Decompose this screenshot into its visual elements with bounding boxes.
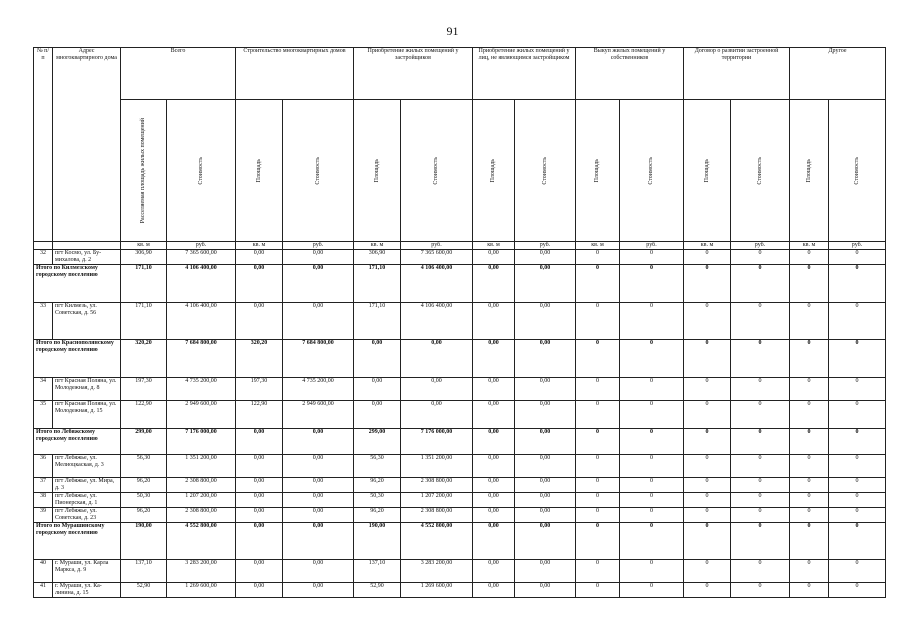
sub-header-cell [354, 100, 401, 242]
value-cell: 0 [790, 340, 829, 378]
value-cell: 0 [829, 265, 886, 303]
row-number: 34 [34, 378, 53, 401]
unit-cell: руб. [167, 242, 236, 250]
subtotal-label: Итого по Краснополянскому городскому поселению [34, 340, 121, 378]
value-cell: 0 [576, 250, 620, 265]
value-cell: 0,00 [236, 250, 283, 265]
sub-header-label: Стоимость [197, 156, 204, 185]
value-cell: 0,00 [236, 265, 283, 303]
value-cell: 0,00 [354, 378, 401, 401]
value-cell: 0,00 [473, 378, 515, 401]
value-cell: 0 [576, 493, 620, 508]
value-cell: 0 [684, 493, 731, 508]
sub-header-cell [401, 100, 473, 242]
value-cell: 4 106 400,00 [401, 265, 473, 303]
page-number: 91 [446, 24, 459, 38]
value-cell: 0,00 [473, 478, 515, 493]
table-row [34, 250, 886, 265]
value-cell: 0 [620, 250, 684, 265]
sub-header-cell [731, 100, 790, 242]
value-cell: 0 [829, 401, 886, 429]
value-cell: 122,90 [236, 401, 283, 429]
value-cell: 0 [620, 340, 684, 378]
value-cell: 0 [829, 340, 886, 378]
value-cell: 0,00 [473, 250, 515, 265]
value-cell: 0 [731, 508, 790, 523]
value-cell: 1 269 600,00 [401, 583, 473, 598]
value-cell: 0 [684, 523, 731, 560]
value-cell: 0 [731, 583, 790, 598]
table-row [34, 560, 886, 583]
value-cell: 0 [620, 429, 684, 455]
sub-header-cell [236, 100, 283, 242]
value-cell: 0 [576, 378, 620, 401]
value-cell: 0 [790, 303, 829, 340]
subtotal-row [34, 265, 886, 303]
value-cell: 0,00 [473, 265, 515, 303]
value-cell: 0 [684, 560, 731, 583]
value-cell: 3 283 200,00 [167, 560, 236, 583]
value-cell: 299,00 [354, 429, 401, 455]
value-cell: 0,00 [515, 493, 576, 508]
value-cell: 0 [731, 401, 790, 429]
value-cell: 0 [731, 265, 790, 303]
value-cell: 7 176 000,00 [167, 429, 236, 455]
value-cell: 0 [620, 455, 684, 478]
value-cell: 7 176 000,00 [401, 429, 473, 455]
value-cell: 0,00 [515, 401, 576, 429]
unit-cell: кв. м [121, 242, 167, 250]
value-cell: 0,00 [515, 303, 576, 340]
value-cell: 1 207 200,00 [167, 493, 236, 508]
value-cell: 0 [731, 455, 790, 478]
header-num: № п/п [34, 48, 53, 242]
row-number: 38 [34, 493, 53, 508]
unit-cell: руб. [401, 242, 473, 250]
value-cell: 0 [684, 455, 731, 478]
unit-cell: кв. м [684, 242, 731, 250]
value-cell: 0 [790, 560, 829, 583]
row-address: пгт Красная Поляна, ул. Молодежная, д. 8 [53, 378, 121, 401]
value-cell: 320,20 [236, 340, 283, 378]
value-cell: 1 269 600,00 [167, 583, 236, 598]
sub-header-label: Стоимость [756, 156, 763, 185]
value-cell: 0 [829, 523, 886, 560]
value-cell: 4 735 200,00 [167, 378, 236, 401]
row-number: 33 [34, 303, 53, 340]
sub-header-label: Площадь [490, 158, 496, 183]
value-cell: 0 [684, 378, 731, 401]
value-cell: 4 106 400,00 [167, 265, 236, 303]
value-cell: 0,00 [515, 265, 576, 303]
value-cell: 0,00 [473, 493, 515, 508]
value-cell: 171,10 [354, 265, 401, 303]
value-cell: 0,00 [515, 429, 576, 455]
header-group-other: Другое [790, 48, 886, 100]
value-cell: 0,00 [473, 455, 515, 478]
value-cell: 0 [790, 523, 829, 560]
value-cell: 0,00 [283, 478, 354, 493]
value-cell: 4 552 800,00 [167, 523, 236, 560]
value-cell: 0 [829, 378, 886, 401]
unit-cell: руб. [829, 242, 886, 250]
value-cell: 7 684 800,00 [167, 340, 236, 378]
value-cell: 0 [731, 429, 790, 455]
row-number: 32 [34, 250, 53, 265]
sub-header-label: Стоимость [853, 156, 860, 185]
table-row [34, 478, 886, 493]
sub-header-cell [121, 100, 167, 242]
value-cell: 0 [620, 508, 684, 523]
unit-cell: кв. м [790, 242, 829, 250]
value-cell: 0 [684, 340, 731, 378]
table-header [34, 48, 886, 250]
sub-header-label: Площадь [703, 158, 710, 183]
row-address: пгт Лебяжье, ул. Пионерская, д. 1 [53, 493, 121, 508]
sub-header-label: Расселяемая площадь жилых помещений [140, 117, 146, 224]
value-cell: 0 [790, 493, 829, 508]
sub-header-row [34, 100, 886, 242]
value-cell: 0,00 [473, 340, 515, 378]
subtotal-label: Итого по Килмезскому городскому поселению [34, 265, 121, 303]
header-group-purchase-non-developers: Приобретение жилых помещений у лиц, не являющимся застройщиком [473, 48, 576, 100]
unit-cell: кв. м [236, 242, 283, 250]
value-cell: 0 [731, 378, 790, 401]
value-cell: 190,00 [121, 523, 167, 560]
value-cell: 2 308 800,00 [401, 478, 473, 493]
value-cell: 0 [620, 478, 684, 493]
value-cell: 0 [576, 265, 620, 303]
value-cell: 0 [576, 429, 620, 455]
value-cell: 0,00 [236, 560, 283, 583]
value-cell: 0 [790, 478, 829, 493]
row-number: 37 [34, 478, 53, 493]
value-cell: 0,00 [515, 455, 576, 478]
value-cell: 0 [576, 455, 620, 478]
value-cell: 320,20 [121, 340, 167, 378]
value-cell: 0 [790, 265, 829, 303]
value-cell: 0 [684, 508, 731, 523]
value-cell: 0 [576, 508, 620, 523]
unit-cell-blank [34, 242, 53, 250]
value-cell: 197,30 [236, 378, 283, 401]
value-cell: 0 [620, 583, 684, 598]
value-cell: 0 [620, 560, 684, 583]
value-cell: 0 [620, 303, 684, 340]
value-cell: 0,00 [236, 583, 283, 598]
value-cell: 7 365 600,00 [167, 250, 236, 265]
value-cell: 0 [576, 583, 620, 598]
value-cell: 0 [790, 378, 829, 401]
value-cell: 0,00 [473, 560, 515, 583]
value-cell: 0 [684, 250, 731, 265]
value-cell: 0 [576, 340, 620, 378]
value-cell: 171,10 [354, 303, 401, 340]
value-cell: 3 283 200,00 [401, 560, 473, 583]
value-cell: 0 [829, 583, 886, 598]
subtotal-label: Итого по Мурашинскому городскому поселению [34, 523, 121, 560]
value-cell: 0,00 [283, 493, 354, 508]
table-row [34, 455, 886, 478]
value-cell: 0,00 [473, 523, 515, 560]
value-cell: 0,00 [283, 455, 354, 478]
row-address: пгт Красная Поляна, ул. Молодежная, д. 15 [53, 401, 121, 429]
value-cell: 0 [620, 493, 684, 508]
value-cell: 0,00 [236, 523, 283, 560]
sub-header-cell [576, 100, 620, 242]
value-cell: 0 [684, 401, 731, 429]
value-cell: 4 106 400,00 [401, 303, 473, 340]
sub-header-cell [790, 100, 829, 242]
value-cell: 96,20 [121, 478, 167, 493]
value-cell: 0,00 [515, 378, 576, 401]
value-cell: 7 365 600,00 [401, 250, 473, 265]
value-cell: 190,00 [354, 523, 401, 560]
value-cell: 0,00 [236, 455, 283, 478]
row-number: 36 [34, 455, 53, 478]
sub-header-label: Стоимость [433, 156, 439, 185]
value-cell: 0 [790, 508, 829, 523]
value-cell: 0,00 [283, 265, 354, 303]
row-address: пгт Космо, ул. Бу-михалова, д. 2 [53, 250, 121, 265]
sub-header-cell [515, 100, 576, 242]
value-cell: 0,00 [473, 429, 515, 455]
sub-header-label: Стоимость [314, 156, 321, 185]
table-body [34, 250, 886, 598]
subtotal-row [34, 340, 886, 378]
value-cell: 0 [684, 429, 731, 455]
value-cell: 306,90 [354, 250, 401, 265]
value-cell: 0 [576, 303, 620, 340]
value-cell: 0,00 [283, 523, 354, 560]
value-cell: 0 [731, 478, 790, 493]
value-cell: 0 [790, 583, 829, 598]
table-row [34, 378, 886, 401]
value-cell: 0,00 [236, 478, 283, 493]
sub-header-label: Площадь [373, 158, 380, 183]
value-cell: 0,00 [515, 340, 576, 378]
value-cell: 50,30 [354, 493, 401, 508]
value-cell: 0,00 [283, 303, 354, 340]
value-cell: 0,00 [283, 583, 354, 598]
value-cell: 197,30 [121, 378, 167, 401]
value-cell: 0 [731, 523, 790, 560]
value-cell: 0 [620, 265, 684, 303]
value-cell: 1 351 200,00 [401, 455, 473, 478]
value-cell: 0,00 [354, 401, 401, 429]
value-cell: 0,00 [515, 478, 576, 493]
value-cell: 0 [829, 250, 886, 265]
row-address: г. Мураши, ул. Карла Маркса, д. 9 [53, 560, 121, 583]
table-row [34, 493, 886, 508]
value-cell: 0,00 [401, 340, 473, 378]
unit-cell: руб. [283, 242, 354, 250]
value-cell: 0 [576, 401, 620, 429]
value-cell: 0 [790, 455, 829, 478]
value-cell: 7 684 800,00 [283, 340, 354, 378]
value-cell: 4 552 800,00 [401, 523, 473, 560]
row-address: г. Мураши, ул. Ка-линина, д. 15 [53, 583, 121, 598]
value-cell: 0 [829, 560, 886, 583]
subtotal-label: Итого по Лебяжскому городскому поселению [34, 429, 121, 455]
value-cell: 0 [829, 478, 886, 493]
value-cell: 0,00 [473, 401, 515, 429]
value-cell: 0 [829, 508, 886, 523]
value-cell: 4 106 400,00 [167, 303, 236, 340]
value-cell: 0 [731, 560, 790, 583]
value-cell: 50,30 [121, 493, 167, 508]
unit-cell: кв. м [354, 242, 401, 250]
value-cell: 0,00 [236, 508, 283, 523]
value-cell: 2 308 800,00 [167, 508, 236, 523]
row-number: 39 [34, 508, 53, 523]
value-cell: 0 [829, 429, 886, 455]
sub-header-label: Площадь [805, 158, 812, 183]
sub-header-cell [283, 100, 354, 242]
value-cell: 2 308 800,00 [401, 508, 473, 523]
value-cell: 2 949 600,00 [167, 401, 236, 429]
value-cell: 0 [576, 523, 620, 560]
value-cell: 0,00 [515, 560, 576, 583]
value-cell: 0,00 [236, 493, 283, 508]
table-row [34, 583, 886, 598]
value-cell: 0 [620, 401, 684, 429]
value-cell: 0 [731, 250, 790, 265]
row-address: пгт Лебяжье, ул. Мира, д. 3 [53, 478, 121, 493]
value-cell: 0 [684, 583, 731, 598]
header-address: Адрес многоквартирного дома [53, 48, 121, 242]
unit-cell: кв. м [473, 242, 515, 250]
value-cell: 0 [731, 340, 790, 378]
value-cell: 0 [576, 478, 620, 493]
value-cell: 306,90 [121, 250, 167, 265]
value-cell: 137,10 [354, 560, 401, 583]
value-cell: 0,00 [283, 560, 354, 583]
value-cell: 0 [790, 250, 829, 265]
unit-cell-blank [53, 242, 121, 250]
value-cell: 0 [790, 401, 829, 429]
housing-relocation-table [33, 47, 886, 598]
value-cell: 0,00 [354, 340, 401, 378]
header-group-total: Всего [121, 48, 236, 100]
sub-header-label: Площадь [594, 158, 600, 183]
subtotal-row [34, 429, 886, 455]
sub-header-cell [620, 100, 684, 242]
header-group-construction: Строительство многоквартирных домов [236, 48, 354, 100]
value-cell: 0,00 [236, 303, 283, 340]
row-number: 40 [34, 560, 53, 583]
value-cell: 0 [684, 478, 731, 493]
value-cell: 0,00 [236, 429, 283, 455]
value-cell: 56,30 [121, 455, 167, 478]
value-cell: 2 308 800,00 [167, 478, 236, 493]
value-cell: 0 [620, 523, 684, 560]
value-cell: 137,10 [121, 560, 167, 583]
value-cell: 0,00 [283, 250, 354, 265]
row-number: 35 [34, 401, 53, 429]
value-cell: 299,00 [121, 429, 167, 455]
value-cell: 0 [829, 493, 886, 508]
sub-header-cell [167, 100, 236, 242]
subtotal-row [34, 523, 886, 560]
value-cell: 0 [684, 303, 731, 340]
value-cell: 0 [731, 493, 790, 508]
value-cell: 52,90 [121, 583, 167, 598]
value-cell: 0,00 [515, 523, 576, 560]
table-row [34, 401, 886, 429]
value-cell: 122,90 [121, 401, 167, 429]
value-cell: 0,00 [473, 303, 515, 340]
value-cell: 52,90 [354, 583, 401, 598]
value-cell: 0,00 [283, 429, 354, 455]
value-cell: 56,30 [354, 455, 401, 478]
unit-cell: руб. [515, 242, 576, 250]
sub-header-label: Стоимость [541, 156, 548, 185]
value-cell: 0,00 [401, 401, 473, 429]
row-address: пгт Лебяжье, ул. Советская, д. 23 [53, 508, 121, 523]
header-group-development-agreement: Договор о развитии застроенной территории [684, 48, 790, 100]
value-cell: 0 [684, 265, 731, 303]
value-cell: 0 [620, 378, 684, 401]
value-cell: 0 [731, 303, 790, 340]
value-cell: 0 [576, 560, 620, 583]
unit-cell: руб. [620, 242, 684, 250]
unit-cell: кв. м [576, 242, 620, 250]
value-cell: 171,10 [121, 303, 167, 340]
value-cell: 2 949 600,00 [283, 401, 354, 429]
table-row [34, 303, 886, 340]
value-cell: 0,00 [283, 508, 354, 523]
header-group-purchase-developers: Приобретение жилых помещений у застройщиков [354, 48, 473, 100]
sub-header-cell [829, 100, 886, 242]
header-group-buyout: Выкуп жилых помещений у собственников [576, 48, 684, 100]
value-cell: 4 735 200,00 [283, 378, 354, 401]
sub-header-cell [684, 100, 731, 242]
row-address: пгт Лебяжье, ул. Мелиоцкаская, д. 3 [53, 455, 121, 478]
value-cell: 0,00 [515, 508, 576, 523]
value-cell: 0 [790, 429, 829, 455]
value-cell: 1 351 200,00 [167, 455, 236, 478]
table-row [34, 508, 886, 523]
value-cell: 0,00 [473, 508, 515, 523]
value-cell: 0,00 [515, 250, 576, 265]
value-cell: 0 [829, 455, 886, 478]
unit-row [34, 242, 886, 250]
value-cell: 171,10 [121, 265, 167, 303]
value-cell: 1 207 200,00 [401, 493, 473, 508]
value-cell: 0 [829, 303, 886, 340]
sub-header-label: Площадь [255, 158, 262, 183]
sub-header-label: Стоимость [648, 156, 654, 185]
row-address: пгт Килмезь, ул. Советская, д. 56 [53, 303, 121, 340]
sub-header-cell [473, 100, 515, 242]
unit-cell: руб. [731, 242, 790, 250]
row-number: 41 [34, 583, 53, 598]
value-cell: 96,20 [354, 508, 401, 523]
value-cell: 96,20 [121, 508, 167, 523]
value-cell: 0,00 [515, 583, 576, 598]
value-cell: 96,20 [354, 478, 401, 493]
value-cell: 0,00 [473, 583, 515, 598]
value-cell: 0,00 [401, 378, 473, 401]
